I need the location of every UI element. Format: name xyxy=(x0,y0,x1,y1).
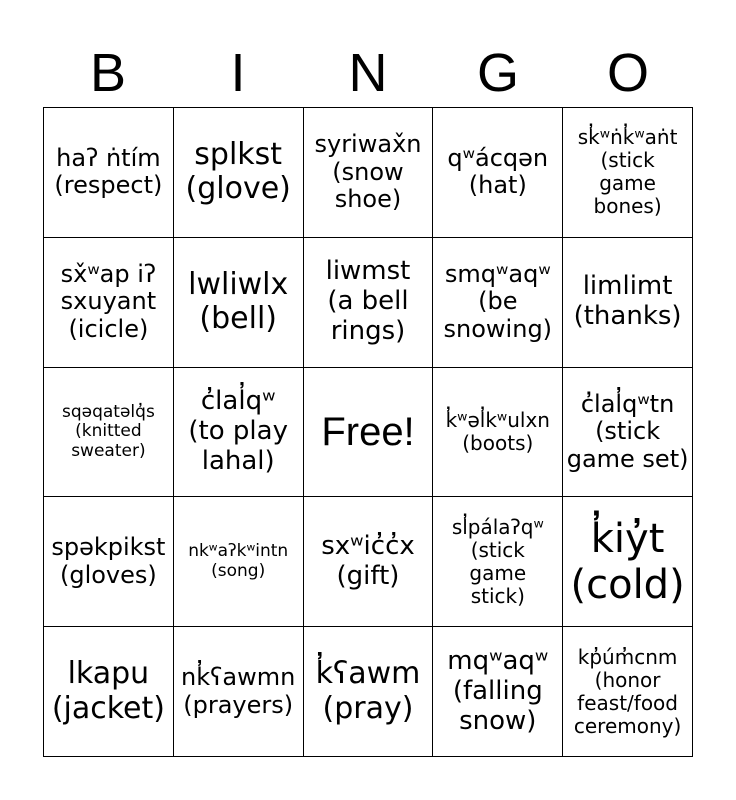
bingo-cell[interactable] xyxy=(304,497,434,627)
cell-text: kp̓úm̓cnm (honor feast/food ceremony) xyxy=(573,644,682,738)
cell-text: c̓lal̓qʷtn (stick game set) xyxy=(566,389,689,473)
cell-text: sxʷic̓c̓x (gift) xyxy=(321,530,415,591)
free-space-cell[interactable] xyxy=(304,368,434,498)
cell-text: sx̌ʷap iʔ sxuyant (icicle) xyxy=(60,259,157,343)
cell-text: k̓ʷəl̓kʷulxn (boots) xyxy=(445,407,550,455)
cell-text: lwliwlx (bell) xyxy=(188,266,289,337)
header-letter-n: N xyxy=(348,43,388,103)
bingo-cell[interactable] xyxy=(44,368,174,498)
cell-text: lkapu (jacket) xyxy=(51,656,165,726)
bingo-cell[interactable] xyxy=(304,108,434,238)
bingo-cell[interactable] xyxy=(563,238,693,368)
bingo-cell[interactable] xyxy=(174,368,304,498)
bingo-cell[interactable] xyxy=(433,497,563,627)
bingo-cell[interactable] xyxy=(433,368,563,498)
bingo-cell[interactable] xyxy=(44,238,174,368)
bingo-cell[interactable] xyxy=(174,627,304,757)
cell-text: liwmst (a bell rings) xyxy=(325,256,411,347)
bingo-cell[interactable] xyxy=(44,497,174,627)
bingo-board xyxy=(43,107,693,757)
bingo-cell[interactable] xyxy=(433,108,563,238)
bingo-cell[interactable] xyxy=(44,108,174,238)
bingo-header xyxy=(43,38,693,108)
cell-text: sqəqatəlq̓s (knitted sweater) xyxy=(61,401,155,461)
cell-text: nk̓ʕawmn (prayers) xyxy=(181,663,296,719)
header-letter-g: G xyxy=(476,43,519,103)
cell-text: c̓lal̓qʷ (to play lahal) xyxy=(188,386,288,476)
cell-text: spəkpikst (gloves) xyxy=(51,533,166,589)
cell-text: nkʷaʔkʷintn (song) xyxy=(188,541,289,581)
cell-text: mqʷaqʷ (falling snow) xyxy=(447,645,549,736)
bingo-cell[interactable] xyxy=(433,238,563,368)
cell-text: sk̓ʷṅk̓ʷaṅt (stick game bones) xyxy=(577,125,678,219)
cell-text: haʔ ṅtím (respect) xyxy=(54,143,163,200)
cell-text: k̓iy̓t (cold) xyxy=(570,515,685,608)
bingo-cell[interactable] xyxy=(304,627,434,757)
cell-text: syriwax̌n (snow shoe) xyxy=(314,130,422,214)
bingo-cell[interactable] xyxy=(563,108,693,238)
cell-text: qʷácqən (hat) xyxy=(447,143,549,200)
bingo-cell[interactable] xyxy=(174,497,304,627)
bingo-cell[interactable] xyxy=(304,238,434,368)
header-letter-o: O xyxy=(606,43,649,103)
cell-text: sl̓pálaʔqʷ (stick game stick) xyxy=(451,514,544,608)
bingo-cell[interactable] xyxy=(433,627,563,757)
cell-text: limlimt (thanks) xyxy=(573,271,682,332)
cell-text: k̓ʕawm (pray) xyxy=(315,656,421,726)
bingo-cell[interactable] xyxy=(174,108,304,238)
bingo-cell[interactable] xyxy=(44,627,174,757)
bingo-cell[interactable] xyxy=(563,627,693,757)
cell-text: splkst (glove) xyxy=(185,136,291,207)
free-space-text: Free! xyxy=(321,409,415,454)
bingo-cell[interactable] xyxy=(563,368,693,498)
bingo-cell[interactable] xyxy=(174,238,304,368)
bingo-cell[interactable] xyxy=(563,497,693,627)
header-letter-b: B xyxy=(89,43,127,103)
cell-text: smqʷaqʷ (be snowing) xyxy=(443,259,553,343)
header-letter-i: I xyxy=(230,43,246,103)
